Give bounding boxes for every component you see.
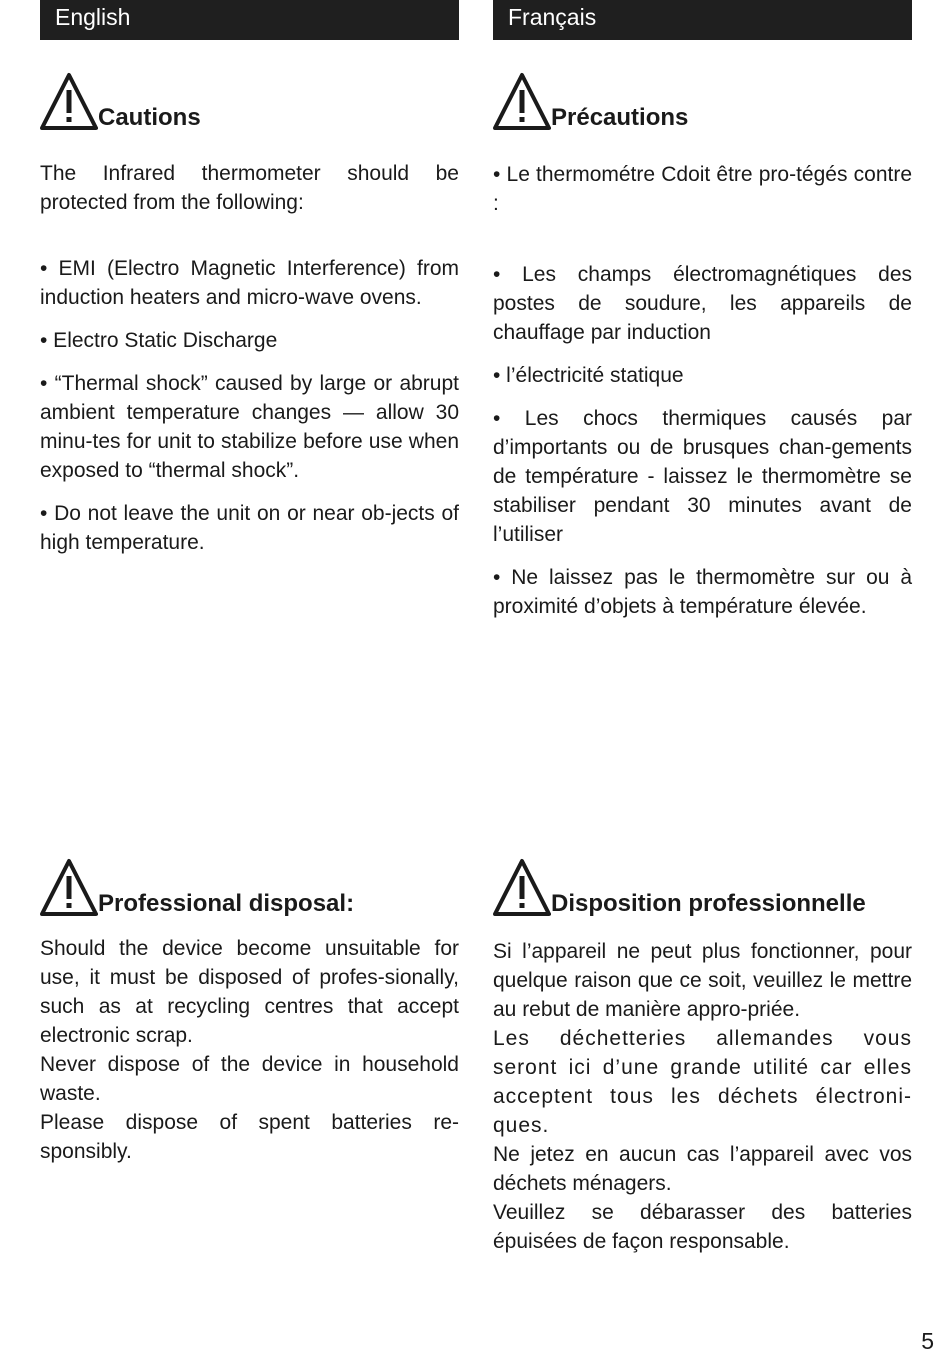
- list-item: • Les chocs thermiques causés par d’importants ou de brusques chan-gements de température - laissez le thermomètre se stabiliser pendant 30 minutes avant de l’utiliser: [493, 407, 912, 546]
- intro-text: The Infrared thermometer should be protected from the following:: [40, 162, 459, 214]
- cautions-body-english: [40, 159, 459, 557]
- paragraph: Please dispose of spent batteries re-sponsibly.: [40, 1111, 459, 1163]
- language-label: Français: [508, 4, 597, 30]
- intro-text: • Le thermométre Cdoit être pro-tégés contre :: [493, 163, 912, 215]
- language-label: English: [55, 4, 131, 30]
- disposal-body-english: [40, 934, 459, 1166]
- paragraph: Veuillez se débarasser des batteries épuisées de façon responsable.: [493, 1201, 912, 1253]
- paragraph: Never dispose of the device in household waste.: [40, 1053, 459, 1105]
- list-item: • EMI (Electro Magnetic Interference) from induction heaters and micro-wave ovens.: [40, 257, 459, 309]
- list-item: • Do not leave the unit on or near ob-jects of high temperature.: [40, 502, 459, 554]
- page-number: 5: [921, 1328, 934, 1354]
- disposition-heading: [493, 858, 912, 918]
- disposal-body-french: [493, 937, 912, 1256]
- warning-triangle-icon: [493, 72, 551, 130]
- list-item: • l’électricité statique: [493, 364, 684, 387]
- cautions-body-french: [493, 160, 912, 621]
- list-item: • “Thermal shock” caused by large or abrupt ambient temperature changes — allow 30 minu-tes for unit to stabilize before use when exposed to “thermal shock”.: [40, 372, 459, 482]
- section-title: Professional disposal:: [98, 890, 355, 917]
- paragraph: Ne jetez en aucun cas l’appareil avec vos déchets ménagers.: [493, 1143, 912, 1195]
- section-title: Précautions: [551, 104, 689, 131]
- paragraph: Si l’appareil ne peut plus fonctionner, pour quelque raison que ce soit, veuillez le mettre au rebut de manière appro-priée.: [493, 940, 912, 1021]
- language-header-english: [40, 0, 459, 40]
- list-item: • Ne laissez pas le thermomètre sur ou à proximité d’objets à température élevée.: [493, 566, 912, 618]
- warning-triangle-icon: [40, 858, 98, 916]
- section-title: Disposition professionnelle: [551, 890, 866, 917]
- warning-triangle-icon: [493, 858, 551, 916]
- warning-triangle-icon: [40, 72, 98, 130]
- list-item: • Les champs électromagnétiques des postes de soudure, les appareils de chauffage par induction: [493, 263, 912, 344]
- precautions-heading: [493, 72, 912, 132]
- paragraph: Should the device become unsuitable for use, it must be disposed of profes-sionally, such as at recycling centres that accept electronic scrap.: [40, 937, 459, 1047]
- language-header-french: [493, 0, 912, 40]
- section-title: Cautions: [98, 104, 201, 131]
- paragraph: Les déchetteries allemandes vous seront ici d’une grande utilité car elles acceptent tous les déchets électroni-ques.: [493, 1027, 912, 1137]
- disposal-heading: [40, 858, 459, 918]
- cautions-heading: [40, 72, 459, 132]
- list-item: • Electro Static Discharge: [40, 329, 278, 352]
